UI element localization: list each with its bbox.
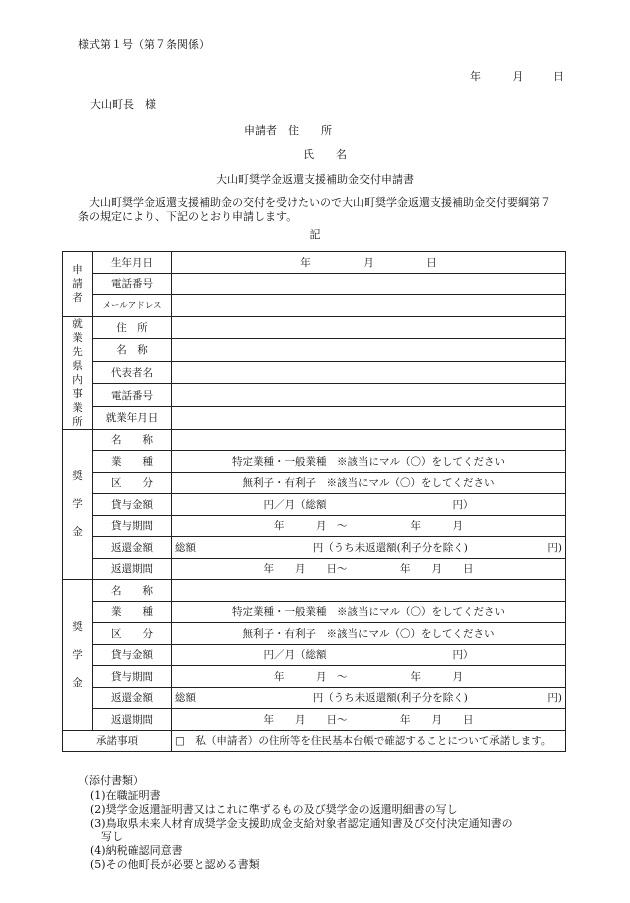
scholarship-1-type-field[interactable] [172,451,566,473]
document-title: 大山町奨学金返還支援補助金交付申請書 [216,173,414,186]
phone-label: 電話番号 [93,273,172,295]
scholarship-1-class-field[interactable] [172,472,566,494]
scholarship-2-repay-period-value: 年 月 日～ 年 月 日 [263,713,474,726]
scholarship-2-type-value: 特定業種・一般業種 ※該当にマル（〇）をしてください [232,606,505,619]
scholarship-1-repay-yen: 円) [547,541,562,554]
scholarship-2-name-field[interactable] [172,580,566,602]
body-text: 大山町奨学金返還支援補助金の交付を受けたいので大山町奨学金返還支援補助金交付要綱第７条の規定により、下記のとおり申請します。 [78,196,551,223]
addressee: 大山町長 様 [90,98,156,111]
scholarship-2-loan-period-label: 貸与期間 [93,666,172,688]
scholarship-2-class-field[interactable] [172,623,566,645]
scholarship-1-loan-period-field[interactable] [172,515,566,537]
attachment-item: 写し [90,830,123,843]
scholarship-2-class-label: 区 分 [93,623,172,645]
scholarship-2-loan-amount-label: 貸与金額 [93,644,172,666]
employer-phone-label: 電話番号 [93,384,172,407]
birth-label: 生年月日 [93,252,172,274]
employer-name-label: 名 称 [93,339,172,362]
table-row [63,339,566,362]
attachment-item: (1)在職証明書 [90,789,161,802]
table-row [63,472,566,494]
table-row [63,429,566,451]
table-row [63,730,566,752]
table-row [63,451,566,473]
consent-field[interactable] [172,730,566,752]
scholarship-1-repay-amount-value: 円（うち未返還額(利子分を除く) [312,541,468,554]
form-number: 様式第１号（第７条関係） [78,38,210,51]
table-row [63,252,566,274]
table-row [63,644,566,666]
table-row [63,623,566,645]
representative-field[interactable] [172,361,566,384]
employment-date-field[interactable] [172,406,566,429]
scholarship-2-repay-total: 総額 [175,692,196,705]
date-month: 月 [512,70,524,83]
table-row [63,384,566,407]
table-row [63,601,566,623]
employer-group-cell [63,316,93,429]
table-row [63,580,566,602]
scholarship-1-group-label: 奨学金 [72,470,83,539]
email-field[interactable] [172,295,566,317]
table-row [63,709,566,731]
representative-label: 代表者名 [93,361,172,384]
date-line [470,68,564,84]
phone-field[interactable] [172,273,566,295]
scholarship-2-loan-period-value: 年 月 ～ 年 月 [274,670,463,683]
scholarship-1-repay-period-value: 年 月 日～ 年 月 日 [263,563,474,576]
attachment-item: (2)奨学金返還証明書又はこれに準ずるもの及び奨学金の返還明細書の写し [90,803,458,816]
date-year: 年 [470,70,481,83]
ki-heading: 記 [309,228,321,241]
consent-label: 承諾事項 [63,730,172,752]
consent-checkbox-text[interactable]: □ 私（申請者）の住所等を住民基本台帳で確認することについて承諾します。 [175,735,552,748]
employer-name-field[interactable] [172,339,566,362]
table-row [63,666,566,688]
employer-address-label: 住 所 [93,316,172,339]
scholarship-2-repay-period-label: 返還期間 [93,709,172,731]
applicant-address-label: 申請者 住 所 [244,124,332,137]
date-day: 日 [553,70,564,83]
scholarship-1-group-cell [63,429,93,580]
applicant-name-label: 氏 名 [303,148,347,161]
applicant-group-cell [63,252,93,317]
birth-field[interactable] [172,252,566,274]
scholarship-1-repay-period-field[interactable] [172,558,566,580]
scholarship-1-name-field[interactable] [172,429,566,451]
scholarship-1-class-label: 区 分 [93,472,172,494]
scholarship-2-type-label: 業 種 [93,601,172,623]
scholarship-2-name-label: 名 称 [93,580,172,602]
employment-date-label: 就業年月日 [93,406,172,429]
employer-address-field[interactable] [172,316,566,339]
scholarship-2-group-cell [63,580,93,731]
table-row [63,558,566,580]
scholarship-2-class-value: 無利子・有利子 ※該当にマル（〇）をしてください [242,627,495,640]
table-row [63,295,566,317]
scholarship-2-loan-amount-value: 円／月（総額 円） [263,649,474,662]
scholarship-1-repay-amount-field[interactable] [172,537,566,559]
scholarship-1-name-label: 名 称 [93,429,172,451]
scholarship-2-repay-amount-field[interactable] [172,687,566,709]
table-row [63,273,566,295]
table-row [63,494,566,516]
scholarship-1-loan-amount-label: 貸与金額 [93,494,172,516]
scholarship-1-repay-total: 総額 [175,541,196,554]
scholarship-2-repay-amount-label: 返還金額 [93,687,172,709]
scholarship-1-loan-period-label: 貸与期間 [93,515,172,537]
scholarship-2-repay-yen: 円) [547,692,562,705]
scholarship-2-loan-period-field[interactable] [172,666,566,688]
scholarship-1-loan-period-value: 年 月 ～ 年 月 [274,520,463,533]
table-row [63,316,566,339]
scholarship-2-group-label: 奨学金 [72,620,83,689]
employer-phone-field[interactable] [172,384,566,407]
attachment-item: (5)その他町長が必要と認める書類 [90,858,260,871]
table-row [63,687,566,709]
table-row [63,515,566,537]
birth-value: 年 月 日 [300,256,437,269]
scholarship-2-repay-period-field[interactable] [172,709,566,731]
table-row [63,537,566,559]
scholarship-2-loan-amount-field[interactable] [172,644,566,666]
email-label: メールアドレス [93,295,172,317]
applicant-group-label: 申請者 [72,263,83,304]
scholarship-1-type-value: 特定業種・一般業種 ※該当にマル（〇）をしてください [232,455,505,468]
table-row [63,361,566,384]
scholarship-1-class-value: 無利子・有利子 ※該当にマル（〇）をしてください [242,477,495,490]
scholarship-1-type-label: 業 種 [93,451,172,473]
scholarship-2-type-field[interactable] [172,601,566,623]
application-table [62,251,566,752]
table-row [63,406,566,429]
attachment-item: (4)納税確認同意書 [90,844,183,857]
scholarship-1-loan-amount-value: 円／月（総額 円） [263,498,474,511]
scholarship-2-repay-amount-value: 円（うち未返還額(利子分を除く) [312,692,468,705]
attachments-header: （添付書類） [78,774,144,787]
scholarship-1-repay-period-label: 返還期間 [93,558,172,580]
scholarship-1-loan-amount-field[interactable] [172,494,566,516]
attachment-item: (3)鳥取県未来人材育成奨学金支援助成金支給対象者認定通知書及び交付決定通知書の [90,817,513,830]
employer-group-label: 就業先県内事業所 [72,317,83,428]
scholarship-1-repay-amount-label: 返還金額 [93,537,172,559]
